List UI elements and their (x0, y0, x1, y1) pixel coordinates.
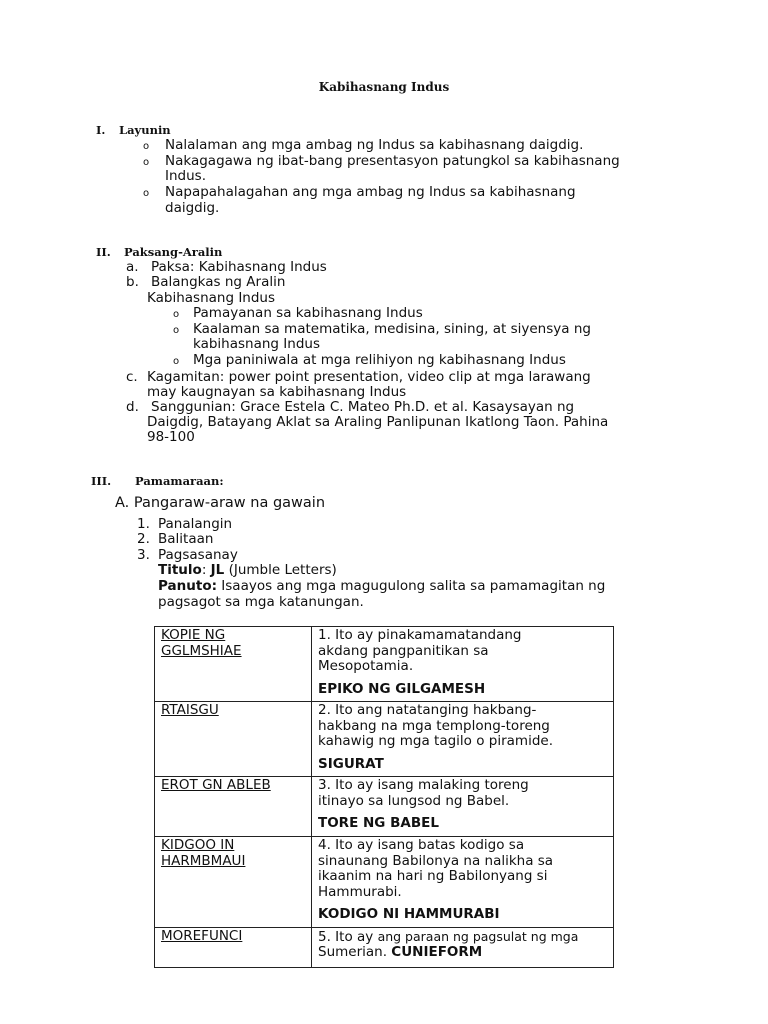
answer-text: TORE NG BABEL (318, 815, 439, 831)
outline-item-2-line-1: Kaalaman sa matematika, medisina, sining, at siyensya ng (193, 321, 591, 337)
bullet-icon: o (143, 188, 150, 199)
titulo-code: JL (210, 562, 225, 578)
jumble-letters-table (154, 626, 614, 968)
question-line: 1. Ito ay pinakamamatandang (318, 627, 522, 643)
scrambled-word-line: MOREFUNCI (161, 927, 243, 944)
bullet-icon: o (143, 157, 150, 168)
bullet-icon: o (173, 325, 180, 336)
kagamitan-line-2: may kaugnayan sa kabihasnang Indus (147, 384, 407, 400)
question-line: Sumerian. (318, 944, 392, 960)
section-2-numeral: II. (96, 245, 111, 259)
table-row (155, 927, 614, 967)
step-marker: 3. (137, 547, 150, 563)
question-line: sinaunang Babilonya na nalikha sa (318, 852, 554, 869)
table-row (155, 627, 614, 702)
step-marker: 2. (137, 531, 150, 547)
question-cell (312, 837, 614, 928)
scrambled-word-line: HARMBMAUI (161, 852, 246, 869)
balangkas-subtitle: Kabihasnang Indus (147, 290, 276, 306)
answer-text: EPIKO NG GILGAMESH (318, 680, 486, 697)
answer-text: KODIGO NI HAMMURABI (318, 906, 500, 922)
question-line: ang paraan ng pagsulat ng mga (377, 928, 579, 944)
scrambled-word-line: GGLMSHIAE (161, 642, 242, 659)
scrambled-word-cell (155, 702, 312, 777)
table-row (155, 777, 614, 837)
step-marker: 1. (137, 516, 150, 532)
scrambled-word-cell (155, 777, 312, 837)
objective-3-line-2: daigdig. (165, 200, 220, 216)
table-row (155, 702, 614, 777)
question-line: Hammurabi. (318, 883, 402, 900)
kagamitan-line-1: Kagamitan: power point presentation, video clip at mga larawang (147, 369, 591, 385)
balangkas-text: Balangkas ng Aralin (151, 274, 286, 290)
scrambled-word-line: EROT GN ABLEB (161, 777, 271, 793)
panuto-label: Panuto: (158, 578, 217, 594)
answer-text: SIGURAT (318, 755, 384, 772)
step-3: Pagsasanay (158, 547, 238, 563)
objective-2-line-2: Indus. (165, 168, 206, 184)
question-line: itinayo sa lungsod ng Babel. (318, 792, 510, 809)
sanggunian-line-3: 98-100 (147, 429, 195, 445)
question-cell (312, 927, 614, 967)
scrambled-word-cell (155, 927, 312, 967)
titulo-label: Titulo (158, 562, 202, 578)
question-line: hakbang na mga templong-toreng (318, 717, 550, 734)
bullet-icon: o (173, 356, 180, 367)
sanggunian-line-2: Daigdig, Batayang Aklat sa Araling Panlipunan Ikatlong Taon. Pahina (147, 414, 609, 430)
question-cell (312, 777, 614, 837)
objective-2-line-1: Nakagagawa ng ibat-bang presentasyon patungkol sa kabihasnang (165, 153, 620, 169)
question-line: kahawig ng mga tagilo o piramide. (318, 733, 553, 749)
panuto-text: Isaayos ang mga magugulong salita sa pamamagitan ng (217, 578, 606, 594)
item-marker: d. (126, 399, 139, 415)
question-line: 3. Ito ay isang malaking toreng (318, 777, 529, 793)
sanggunian-line-1: Sanggunian: Grace Estela C. Mateo Ph.D. et al. Kasaysayan ng (151, 399, 575, 415)
answer-text: CUNIEFORM (391, 944, 483, 960)
question-cell (312, 702, 614, 777)
outline-item-1: Pamayanan sa kabihasnang Indus (193, 305, 423, 321)
scrambled-word-cell (155, 837, 312, 928)
section-1-numeral: I. (96, 123, 106, 137)
scrambled-word-line: KOPIE NG (161, 627, 226, 643)
question-line: 2. Ito ang natatanging hakbang- (318, 702, 537, 718)
item-marker: a. (126, 259, 139, 275)
panuto-line (158, 579, 605, 595)
section-2-heading: Paksang-Aralin (124, 245, 223, 259)
objective-1: Nalalaman ang mga ambag ng Indus sa kabihasnang daigdig. (165, 137, 584, 153)
subsection-heading: A. Pangaraw-araw na gawain (115, 495, 326, 511)
question-line: 4. Ito ay isang batas kodigo sa (318, 837, 525, 853)
question-line: 5. Ito ay (318, 928, 378, 945)
item-marker: c. (126, 369, 138, 385)
step-2: Balitaan (158, 531, 214, 547)
objective-3-line-1: Napapahalagahan ang mga ambag ng Indus sa kabihasnang (165, 184, 576, 200)
question-line: akdang pangpanitikan sa (318, 642, 489, 659)
outline-item-3: Mga paniniwala at mga relihiyon ng kabihasnang Indus (193, 352, 566, 368)
scrambled-word-line: KIDGOO IN (161, 837, 235, 853)
paksa-text: Paksa: Kabihasnang Indus (151, 259, 327, 275)
step-1: Panalangin (158, 516, 233, 532)
section-3-heading: Pamamaraan: (135, 474, 224, 488)
question-cell (312, 627, 614, 702)
table-row (155, 837, 614, 928)
document-title: Kabihasnang Indus (318, 80, 450, 94)
titulo-description: (Jumble Letters) (224, 562, 337, 578)
question-line: Mesopotamia. (318, 658, 414, 674)
bullet-icon: o (143, 141, 150, 152)
bullet-icon: o (173, 309, 180, 320)
scrambled-word-line: RTAISGU (161, 702, 219, 718)
section-3-numeral: III. (91, 474, 112, 488)
panuto-line-2: pagsagot sa mga katanungan. (158, 594, 364, 610)
titulo-colon: : (201, 562, 211, 578)
scrambled-word-cell (155, 627, 312, 702)
section-1-heading: Layunin (119, 123, 171, 137)
outline-item-2-line-2: kabihasnang Indus (193, 336, 320, 352)
item-marker: b. (126, 274, 139, 290)
question-line: ikaanim na hari ng Babilonyang si (318, 868, 548, 884)
titulo-line (158, 563, 337, 579)
